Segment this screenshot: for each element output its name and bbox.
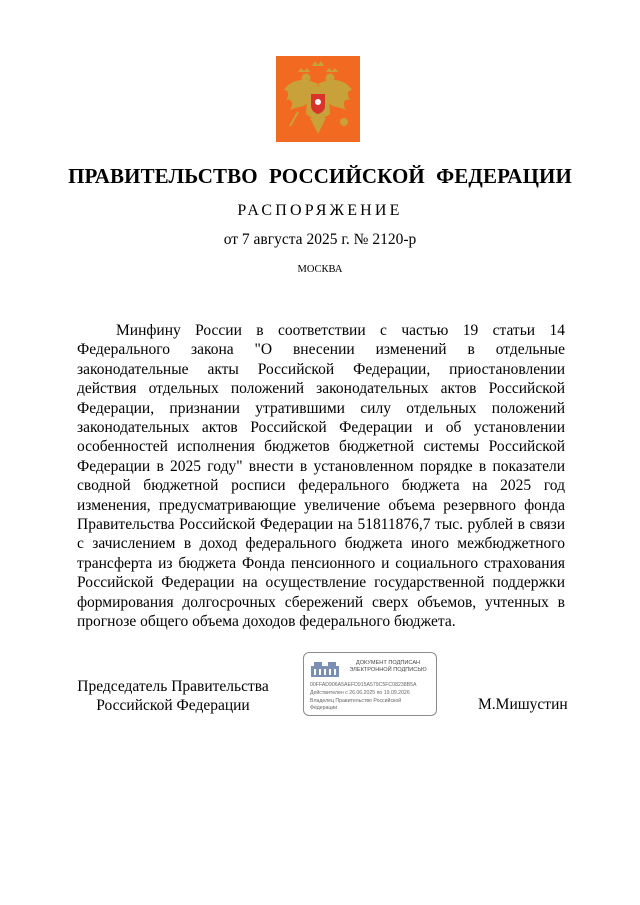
coat-of-arms-emblem [276, 56, 360, 142]
signatory-position-line2: Российской Федерации [96, 697, 250, 714]
document-type: РАСПОРЯЖЕНИЕ [237, 202, 403, 219]
signatory-name: М.Мишустин [478, 696, 568, 713]
stamp-certificate: 00FFAD906A5AEFD915A579C5FC08238B5A [310, 682, 417, 688]
signatory-position-line1: Председатель Правительства [77, 678, 269, 695]
emblem-building-icon [310, 660, 340, 678]
stamp-owner-line1: Владелец Правительство Российской [310, 698, 402, 704]
stamp-title-line1: ДОКУМЕНТ ПОДПИСАН [355, 660, 421, 666]
organization-title: ПРАВИТЕЛЬСТВО РОССИЙСКОЙ ФЕДЕРАЦИИ [68, 164, 572, 188]
order-text: Минфину России в соответствии с частью 19 статьи 14 Федерального закона "О внесении изменений в отдельные законодательные акты Российской Федерации, приостановлении действия отдельных положений законодательных актов Российской Федерации, признании утратившими силу отдельных положений законодательных актов Российской Федерации и об установлении особенностей исполнения бюджетов бюджетной системы Российской Федерации в 2025 году" внести в установленном порядке в показатели сводной бюджетной росписи федерального бюджета на 2025 год изменения, предусматривающие увеличение объема резервного фонда Правительства Российской Федерации на 51811876,7 тыс. рублей в связи с зачислением в доход федерального бюджета иного межбюджетного трансферта из бюджета Фонда пенсионного и социального страхования Российской Федерации на осуществление государственной поддержки формирования долгосрочных сбережений сверх объемов, учтенных в прогнозе общего объема доходов федерального бюджета. [77, 322, 565, 631]
document-city: МОСКВА [297, 264, 343, 275]
signatory-position [73, 677, 273, 715]
stamp-validity: Действителен с 26.06.2025 по 19.09.2026 [310, 690, 410, 696]
stamp-title-line2: ЭЛЕКТРОННОЙ ПОДПИСЬЮ [349, 667, 427, 673]
stamp-title [342, 660, 434, 674]
electronic-signature-stamp [303, 652, 437, 716]
stamp-owner-line2: Федерации [310, 704, 338, 711]
document-date-number: от 7 августа 2025 г. № 2120-р [223, 231, 417, 248]
